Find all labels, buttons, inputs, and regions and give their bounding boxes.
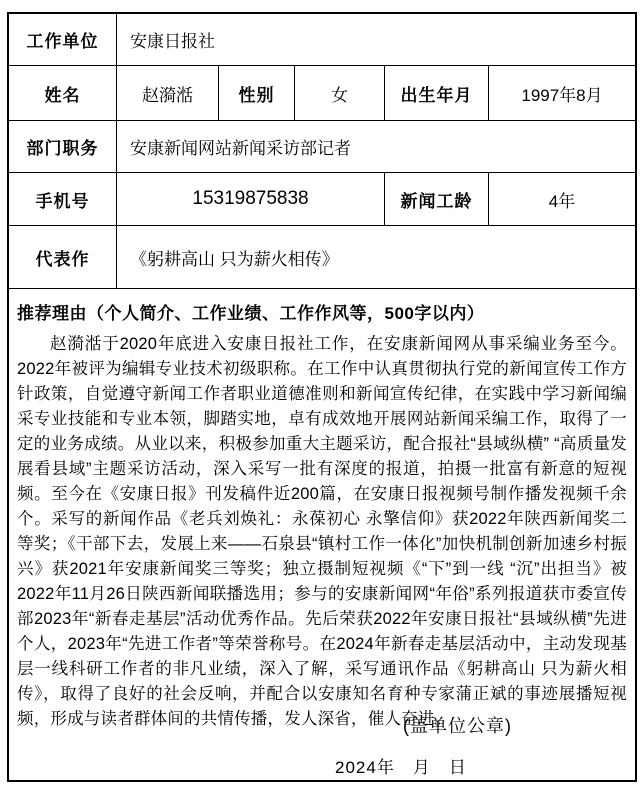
recommendation-form-table (7, 12, 637, 782)
signature-date: 2024年 月 日 (335, 758, 467, 777)
experience-label: 新闻工龄 (385, 173, 489, 225)
name-label: 姓名 (9, 66, 117, 120)
department-value: 安康新闻网站新闻采访部记者 (130, 139, 351, 158)
recommendation-body-text: 赵漪湉于2020年底进入安康日报社工作，在安康新闻网从事采编业务至今。2022年被评为编辑专业技术初级职称。在工作中认真贯彻执行党的新闻宣传工作方针政策，自觉遵守新闻工作者职业道德准则和新闻宣传纪律，在实践中学习新闻编采专业技能和专业本领，脚踏实地，卓有成效地开展网站新闻采编工作，取得了一定的业务成绩。从业以来，积极参加重大主题采访，配合报社“县域纵横” “高质量发展看县域”主题采访活动，深入采写一批有深度的报道，拍摄一批富有新意的短视频。至今在《安康日报》刊发稿件近200篇，在安康日报视频号制作播发视频千余个。采写的新闻作品《老兵刘焕礼：永葆初心 永擎信仰》获2022年陕西新闻奖二等奖；《干部下去，发展上来——石泉县“镇村工作一体化”加快机制创新加速乡村振兴》获2021年安康新闻奖三等奖；独立摄制短视频《“下”到一线 “沉”出担当》被2022年11月26日陕西新闻联播选用；参与的安康新闻网“年俗”系列报道获市委宣传部2023年“新春走基层”活动优秀作品。先后荣获2022年安康日报社“县域纵横”先进个人，2023年“先进工作者”等荣誉称号。在2024年新春走基层活动中，主动发现基层一线科研工作者的非凡业绩，深入了解，采写通讯作品《躬耕高山 只为薪火相传》，取得了良好的社会反响，并配合以安康知名育种专家蒲正斌的事迹展播短视频，形成与读者群体间的共情传播，发人深省，催人奋进。 (17, 335, 627, 728)
recommendation-cell (9, 289, 635, 780)
representative-work-value: 《躬耕高山 只为薪火相传》 (130, 249, 339, 269)
name-value: 赵漪湉 (117, 66, 219, 120)
department-label: 部门职务 (9, 121, 117, 172)
gender-value: 女 (295, 66, 385, 120)
table-row-name-gender-birth (9, 66, 635, 121)
table-row-representative-work (9, 226, 635, 289)
work-unit-value: 安康日报社 (130, 32, 215, 51)
phone-label: 手机号 (9, 173, 117, 225)
experience-value: 4年 (548, 191, 576, 211)
work-unit-label: 工作单位 (9, 14, 117, 65)
table-row-work-unit (9, 14, 635, 66)
gender-label: 性别 (219, 66, 295, 120)
table-row-recommendation (9, 289, 635, 780)
birth-label: 出生年月 (385, 66, 489, 120)
phone-value: 15319875838 (117, 173, 385, 225)
unit-seal-placeholder: (盖单位公章) (403, 716, 512, 736)
table-row-phone-experience (9, 173, 635, 226)
recommendation-header: 推荐理由（个人简介、工作业绩、工作作风等，500字以内） (17, 304, 485, 323)
table-row-department (9, 121, 635, 173)
birth-value: 1997年8月 (521, 85, 603, 105)
representative-work-label: 代表作 (9, 226, 117, 288)
